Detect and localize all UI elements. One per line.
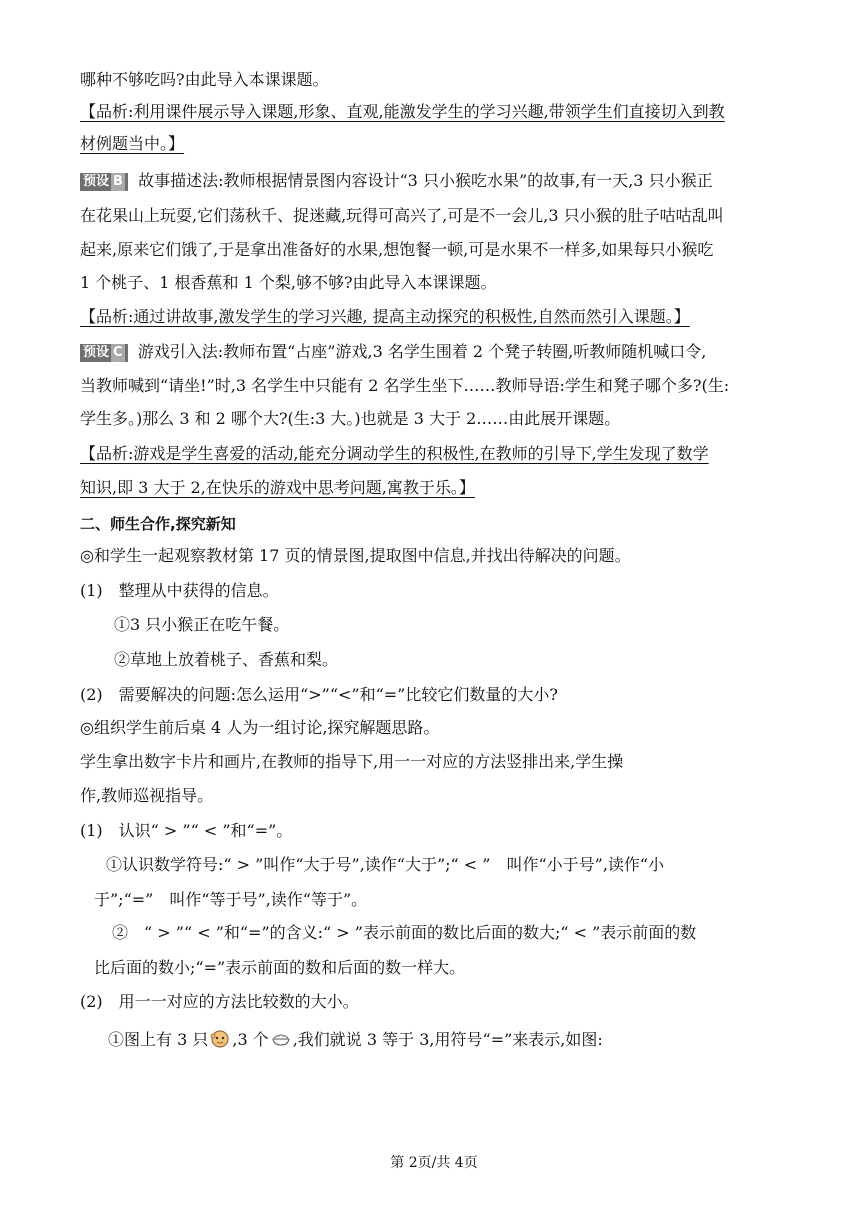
monkey-face-icon	[210, 1030, 230, 1048]
preset-c-line3: 学生多。)那么 3 和 2 哪个大?(生:3 大。)也就是 3 大于 2……由此展开课题。	[80, 409, 621, 428]
preset-b-text: 故事描述法:教师根据情景图内容设计“3 只小猴吃水果”的故事,有一天,3 只小猴正	[138, 171, 713, 190]
preset-b-line4: 1 个桃子、1 根香蕉和 1 个梨,够不够?由此导入本课课题。	[80, 273, 497, 292]
analysis-note-c-line1: 【品析:游戏是学生喜爱的活动,能充分调动学生的积极性,在教师的引导下,学生发现了数学	[80, 444, 709, 463]
preset-b-line2: 在花果山上玩耍,它们荡秋千、捉迷藏,玩得可高兴了,可是不一会儿,3 只小猴的肚子咕咕乱叫	[80, 206, 724, 225]
step-one-to-one: (2) 用一一对应的方法比较数的大小。	[80, 992, 359, 1011]
analysis-note-b: 【品析:通过讲故事,激发学生的学习兴趣, 提高主动探究的积极性,自然而然引入课题。】	[80, 307, 690, 326]
info-item-2: ②草地上放着桃子、香蕉和梨。	[114, 650, 339, 669]
intro-end-line: 哪种不够吃吗?由此导入本课课题。	[80, 70, 329, 89]
bowl-icon	[271, 1030, 291, 1048]
info-item-1: ①3 只小猴正在吃午餐。	[114, 615, 290, 634]
student-activity-line1: 学生拿出数字卡片和画片,在教师的指导下,用一一对应的方法竖排出来,学生操	[80, 752, 624, 771]
analysis-note-a-line1: 【品析:利用课件展示导入课题,形象、直观,能激发学生的学习兴趣,带领学生们直接切入到教	[80, 102, 725, 121]
symbol-meaning-line2: 比后面的数小;“=”表示前面的数和后面的数一样大。	[94, 958, 466, 977]
preset-b-line3: 起来,原来它们饿了,于是拿出准备好的水果,想饱餐一顿,可是水果不一样多,如果每只小猴吃	[80, 240, 714, 259]
preset-badge-label: 预设	[83, 345, 110, 360]
symbol-meaning-line1: ② “ > ”“ < ”和“=”的含义:“ > ”表示前面的数比后面的数大;“ < ”表示前面的数	[112, 923, 697, 942]
preset-badge-label: 预设	[83, 174, 110, 189]
page-number-footer: 第 2页/共 4页	[390, 1155, 478, 1171]
preset-c-line1	[80, 342, 706, 362]
analysis-note-a-line2: 材例题当中。】	[80, 134, 185, 153]
preset-badge-letter: B	[113, 174, 123, 189]
preset-b-line1	[80, 171, 713, 191]
symbol-names-line1: ①认识数学符号:“ > ”叫作“大于号”,读作“大于”;“ < ” 叫作“小于号”,读作“小	[106, 855, 665, 874]
preset-b-badge	[80, 173, 128, 191]
example-text-part2: ,3 个	[232, 1030, 269, 1049]
step-observe: ◎和学生一起观察教材第 17 页的情景图,提取图中信息,并找出待解决的问题。	[80, 546, 631, 565]
step-organize-info: (1) 整理从中获得的信息。	[80, 581, 279, 600]
preset-badge-letter: C	[113, 345, 123, 360]
preset-c-line2: 当教师喊到“请坐!”时,3 名学生中只能有 2 名学生坐下……教师导语:学生和凳子哪个多?(生:	[80, 376, 730, 395]
step-recognize-symbols: (1) 认识“ > ”“ < ”和“=”。	[80, 821, 293, 840]
preset-c-badge	[80, 344, 128, 362]
example-text-part1: ①图上有 3 只	[108, 1030, 209, 1049]
student-activity-line2: 作,教师巡视指导。	[80, 786, 214, 805]
section-heading: 二、师生合作,探究新知	[80, 515, 236, 533]
symbol-names-line2: 于”;“=” 叫作“等于号”,读作“等于”。	[94, 890, 368, 909]
step-group-discussion: ◎组织学生前后桌 4 人为一组讨论,探究解题思路。	[80, 718, 440, 737]
example-line	[108, 1030, 603, 1050]
preset-c-text: 游戏引入法:教师布置“占座”游戏,3 名学生围着 2 个凳子转圈,听教师随机喊口令,	[137, 342, 707, 361]
analysis-note-c-line2: 知识,即 3 大于 2,在快乐的游戏中思考问题,寓教于乐。】	[80, 478, 475, 497]
example-text-part3: ,我们就说 3 等于 3,用符号“=”来表示,如图:	[292, 1030, 603, 1049]
step-problem: (2) 需要解决的问题:怎么运用“>”“<”和“=”比较它们数量的大小?	[80, 685, 558, 704]
